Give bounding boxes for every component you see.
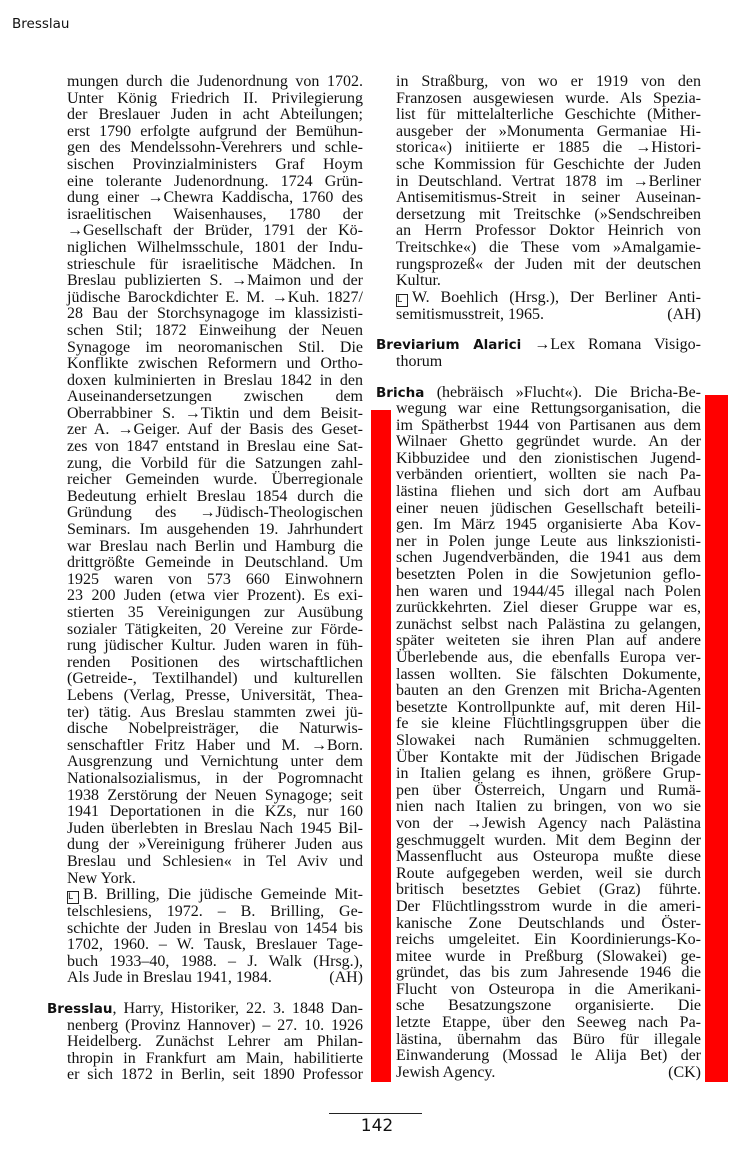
text-line: Franzosen ausgewiesen wurde. Als Spezia- <box>396 89 701 107</box>
literature-block <box>67 887 363 987</box>
text-line: Kibbuzidee und den zionistischen Jugend- <box>396 449 701 467</box>
text-line: dung einer →Chewra Kaddischa, 1760 des <box>67 189 363 207</box>
text-line: sischen Provinzialministers Graf Hoym <box>67 155 363 173</box>
text-line: ausgeber der »Monumenta Germaniae Hi- <box>396 122 701 140</box>
text-line: lästina fliehen und sich dort am Aufbau <box>396 483 701 501</box>
text-line: israelitischen Waisenhauses, 1780 der <box>67 205 363 223</box>
text-line: storica«) initiierte er 1885 die →Histori- <box>396 139 701 157</box>
text-line: Nationalsozialismus, in der Pogromnacht <box>67 769 363 787</box>
text-line: wegung war eine Rettungsorganisation, die <box>396 400 701 418</box>
entry-text: (hebräisch »Flucht«). Die Bricha-Be- <box>424 383 701 401</box>
entry-first-line <box>376 385 701 402</box>
text-line: Route aufgegeben werden, weil sie durch <box>396 864 701 882</box>
literature-text: buch 1933–40, 1988. – J. Walk (Hrsg.), <box>67 952 363 970</box>
literature-line <box>396 290 701 307</box>
text-line: (Getreide-, Textilhandel) und kulturellen <box>67 670 363 688</box>
entry-last-line <box>396 1065 701 1082</box>
text-line: verbänden orientiert, wollten sie nach Pa- <box>396 466 701 484</box>
text-line: dung der »Vereinigung früherer Juden aus <box>67 836 363 854</box>
page-number-rule <box>329 1113 422 1114</box>
right-column <box>376 73 702 1081</box>
literature-line <box>67 921 363 938</box>
text-line: Kultur. <box>396 272 441 290</box>
text-line: Lebens (Verlag, Presse, Universität, Thea- <box>67 686 363 704</box>
text-line: erst 1790 erfolgte aufgrund der Bemühun- <box>67 122 363 140</box>
text-line: in Deutschland. Vertrat 1878 im →Berliner <box>396 172 701 190</box>
text-line: nien nach Italien zu bringen, von wo sie <box>396 798 701 816</box>
text-line: rungsprozeß« der Juden mit der deutschen <box>396 255 701 273</box>
left-column <box>47 73 363 1084</box>
text-line: letzte Etappe, über den Seeweg nach Pa- <box>396 1014 701 1032</box>
text-line: war Breslau nach Berlin und Hamburg die <box>67 537 363 555</box>
text-line: stierten 35 Vereinigungen zur Ausübung <box>67 604 363 621</box>
entry-first-line <box>376 337 701 354</box>
literature-block <box>396 290 701 324</box>
text-line: Antisemitismus-Streit in seiner Auseinan- <box>396 189 701 207</box>
highlight-bar-right <box>705 395 728 1082</box>
text-line: rung jüdischer Kultur. Juden waren in füh- <box>67 637 363 655</box>
literature-icon: L <box>396 294 408 307</box>
text-line: an Herrn Professor Doktor Heinrich von <box>396 222 701 240</box>
text-line: Breslau und Schlesien« in Tel Aviv und <box>67 852 363 870</box>
text-line: fe sie kleine Flüchtlingsgruppen über die <box>396 715 701 733</box>
text-line: gen des Mendelssohn-Verehrers und schle- <box>67 139 363 157</box>
text-line: sche Besatzungszone organisierte. Die <box>396 997 701 1015</box>
text-line: zes von 1847 entstand in Breslau eine Sat- <box>67 438 363 456</box>
entry-bricha <box>376 383 701 1082</box>
entry-bresslau <box>47 1000 363 1084</box>
text-line: niglichen Wilhelmsschule, 1801 der Indu- <box>67 238 363 256</box>
text-line: dersetzung mit Treitschke (»Sendschreiben <box>396 205 701 223</box>
text-line: lassen wollten. Sie fälschten Dokumente, <box>396 665 701 683</box>
text-line: Oberrabbiner S. →Tiktin und dem Beisit- <box>67 404 363 422</box>
text-line: später weiteten sie ihren Plan auf andere <box>396 632 701 650</box>
author-initials: (AH) <box>329 969 363 987</box>
text-line: Wilnaer Ghetto gegründet wurde. An der <box>396 433 701 451</box>
text-line: list für mittelalterliche Geschichte (Mither- <box>396 106 701 124</box>
text-line: Slowakei nach Rumänien schmuggelten. <box>396 731 701 749</box>
text-line: hen waren und 1944/45 illegal nach Polen <box>396 582 701 600</box>
text-line: Treitschke«) die These vom »Amalgamie- <box>396 238 701 256</box>
text-line: reicher Gemeinden wurde. Überregionale <box>67 471 363 489</box>
text-line: Heidelberg. Zunächst Lehrer am Philan- <box>67 1033 363 1051</box>
text-line: 23 200 Juden (etwa vier Prozent). Es exi- <box>67 587 363 605</box>
text-line: ner in Polen junge Leute aus linkszionisti- <box>396 532 701 550</box>
text-line: reichs umgeleitet. Ein Koordinierungs-Ko- <box>396 931 701 949</box>
text-line: zunächst selbst nach Palästina zu gelangen, <box>396 615 701 633</box>
literature-text: B. Brilling, Die jüdische Gemeinde Mit- <box>83 886 363 904</box>
text-line: renden Positionen des wirtschaftlichen <box>67 653 363 671</box>
page-number: 142 <box>360 1116 394 1136</box>
text-line: Konflikte zwischen Reformern und Ortho- <box>67 355 363 373</box>
text-line: nenberg (Provinz Hannover) – 27. 10. 1926 <box>67 1016 363 1034</box>
text-line: geschmuggelt wurden. Mit dem Beginn der <box>396 831 701 849</box>
text-line: Breslau publizierten S. →Maimon und der <box>67 272 363 290</box>
text-line: Massenflucht aus Osteuropa mußte diese <box>396 848 701 866</box>
author-initials: (CK) <box>668 1063 701 1081</box>
text-line: britisch besetztes Gebiet (Graz) führte. <box>396 881 701 899</box>
literature-line <box>396 307 701 324</box>
text-line: besetzten Polen in die Sowjetunion geflo- <box>396 566 701 584</box>
literature-line <box>67 970 363 987</box>
literature-text: semitismusstreit, 1965. <box>396 305 544 323</box>
text-line: New York. <box>67 869 136 887</box>
literature-line <box>67 904 363 921</box>
literature-text: Als Jude in Breslau 1941, 1984. <box>67 969 272 987</box>
text-line: zung, die Vorbild für die Satzungen zahl- <box>67 454 363 472</box>
literature-text: schichte der Juden in Breslau von 1454 bis <box>67 919 363 937</box>
text-line: gründet, das bis zum Jahresende 1946 die <box>396 964 701 982</box>
text-line: sche Kommission für Geschichte der Juden <box>396 155 701 173</box>
text-line: Synagoge im neoromanischen Stil. Die <box>67 338 363 356</box>
text-line: senschaftler Fritz Haber und M. →Born. <box>67 736 363 754</box>
text-line: zurückkehrten. Ziel dieser Gruppe war es, <box>396 599 701 617</box>
literature-text: W. Boehlich (Hrsg.), Der Berliner Anti- <box>412 288 701 306</box>
literature-icon: L <box>67 891 79 904</box>
text-line: 1941 Deportationen in die KZs, nur 160 <box>67 803 363 821</box>
text-line: dische Nobelpreisträger, die Naturwis- <box>67 720 363 738</box>
text-line: besetzte Kontrollpunkte auf, mit deren Hil- <box>396 698 701 716</box>
text-line: der Breslauer Juden in acht Abteilungen; <box>67 106 363 124</box>
entry-breviarium-alarici <box>376 336 702 370</box>
text-line: Auseinandersetzungen zwischen dem <box>67 388 363 406</box>
text-line: pen über Österreich, Ungarn und Rumä- <box>396 781 701 799</box>
bresslau-entry-continuation <box>396 74 701 290</box>
text-line: 28 Bau der Storchsynagoge im klassizisti- <box>67 305 363 323</box>
text-line: schen Jugendverbänden, die 1941 aus dem <box>396 549 701 567</box>
text-line: eine tolerante Judenordnung. 1724 Grün- <box>67 172 363 190</box>
text-line: in Italien gelang es ihnen, größere Grup- <box>396 765 701 783</box>
highlight-bar-left <box>371 410 391 1082</box>
text-line: Bedeutung erhielt Breslau 1854 durch die <box>67 487 363 505</box>
text-line: Unter König Friedrich II. Privilegierung <box>67 89 363 107</box>
text-line: →Gesellschaft der Brüder, 1791 der Kö- <box>67 222 363 240</box>
text-line: Seminars. Im ausgehenden 19. Jahrhundert <box>67 521 363 539</box>
text-line: thorum <box>396 352 443 370</box>
text-line: von der →Jewish Agency nach Palästina <box>396 814 701 832</box>
text-line: Einwanderung (Mossad le Alija Bet) der <box>396 1047 701 1065</box>
text-line: einer neuen jüdischen Gesellschaft beteili- <box>396 499 701 517</box>
text-line: doxen kulminierten in Breslau 1842 in den <box>67 371 363 389</box>
text-line: in Straßburg, von wo er 1919 von den <box>396 73 701 90</box>
entry-text: →Lex Romana Visigo- <box>521 336 702 354</box>
breslau-entry-continuation <box>67 74 363 887</box>
text-line: jüdische Barockdichter E. M. →Kuh. 1827/ <box>67 288 363 306</box>
literature-line <box>67 887 363 904</box>
literature-line <box>67 954 363 971</box>
headword: Bricha <box>376 384 425 401</box>
headword: Breviarium Alarici <box>376 337 522 354</box>
text-line: kanische Zone Deutschlands und Öster- <box>396 914 701 932</box>
text-line: bauten an den Grenzen mit Bricha-Agenten <box>396 682 701 700</box>
text-line: mungen durch die Judenordnung von 1702. <box>67 73 363 90</box>
text-line: gen. Im März 1945 organisierte Aba Kov- <box>396 516 701 534</box>
text-line: thropin in Frankfurt am Main, habilitierte <box>67 1049 363 1067</box>
literature-text: 1702, 1960. – W. Tausk, Breslauer Tage- <box>67 936 363 954</box>
text-line: Juden überlebten in Breslau Nach 1945 Bil- <box>67 819 363 837</box>
text-line: Der Flüchtlingsstrom wurde in die ameri- <box>396 897 701 915</box>
text-line: sozialer Tätigkeiten, 20 Vereine zur Förde- <box>67 620 363 638</box>
text-line: im Spätherbst 1944 von Partisanen aus dem <box>396 416 701 434</box>
text-line: Über Kontakte mit der Jüdischen Brigade <box>396 748 701 766</box>
text-line: lästina, übernahm das Büro für illegale <box>396 1030 701 1048</box>
text-line: Gründung des →Jüdisch-Theologischen <box>67 504 363 522</box>
running-head: Bresslau <box>12 16 70 32</box>
text-line: zer A. →Geiger. Auf der Basis des Geset- <box>67 421 363 439</box>
text-line: 1925 waren von 573 660 Einwohnern <box>67 570 363 588</box>
text-line: Ausgrenzung und Vernichtung unter dem <box>67 753 363 771</box>
text-line: schen Stil; 1872 Einweihung der Neuen <box>67 321 363 339</box>
text-line: 1938 Zerstörung der Neuen Synagoge; seit <box>67 786 363 804</box>
literature-line <box>67 937 363 954</box>
text-line: ter) tätig. Aus Breslau stammten zwei jü- <box>67 703 363 721</box>
entry-text: , Harry, Historiker, 22. 3. 1848 Dan- <box>112 1000 363 1018</box>
text-line: Flucht von Osteuropa in die Amerikani- <box>396 980 701 998</box>
text-line: Jewish Agency. <box>396 1063 496 1081</box>
entry-first-line <box>47 1001 363 1018</box>
author-initials: (AH) <box>667 305 701 323</box>
text-line: mitee wurde in Preßburg (Slowakei) ge- <box>396 947 701 965</box>
literature-text: telschlesiens, 1972. – B. Brilling, Ge- <box>67 903 363 921</box>
headword: Bresslau <box>47 1001 113 1018</box>
text-line: er sich 1872 in Berlin, seit 1890 Professor <box>67 1066 363 1084</box>
text-line: Überlebende aus, die ebenfalls Europa ver- <box>396 649 701 666</box>
text-line: drittgrößte Gemeinde in Deutschland. Um <box>67 554 363 572</box>
text-line: strieschule für israelitische Mädchen. In <box>67 255 363 273</box>
